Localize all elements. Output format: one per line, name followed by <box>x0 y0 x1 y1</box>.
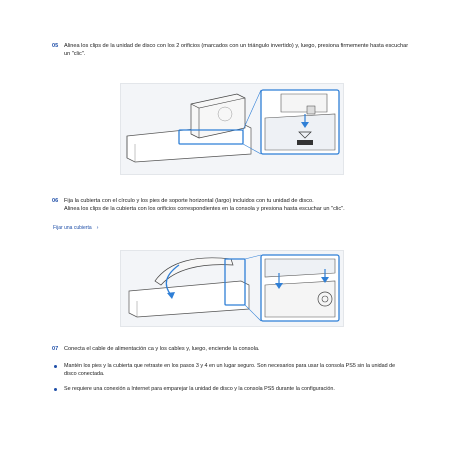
step-text: Conecta el cable de alimentación ca y los cables y, luego, enciende la consola. <box>64 346 260 352</box>
illustration-attach-disc-drive <box>120 83 344 175</box>
chevron-right-icon: › <box>96 225 99 231</box>
attach-cover-link-label: Fijar una cubierta <box>53 225 92 231</box>
step-text: Alinea los clips de la unidad de disco con los 2 orificios (marcados con un triángulo invertido) y, luego, presiona firmemente hasta escuchar un "clic". <box>64 43 409 58</box>
step-text-line-2: Alinea los clips de la cubierta con los orificios correspondientes en la consola y presiona hasta escuchar un "clic". <box>64 206 345 213</box>
note-bullet <box>54 362 400 378</box>
step-number: 07 <box>52 346 59 352</box>
attach-cover-link[interactable] <box>53 225 98 231</box>
note-text: Mantén los pies y la cubierta que retraste en los pasos 3 y 4 en un lugar seguro. Son necesarios para usar la consola PS5 sin la unidad de disco conectada. <box>64 363 396 378</box>
bullet-dot-icon <box>54 388 57 391</box>
step-number: 05 <box>52 43 59 49</box>
step-text-line-1: Fija la cubierta con el círculo y los pies de soporte horizontal (largo) incluidos con tu unidad de disco. <box>64 198 314 204</box>
bullet-dot-icon <box>54 365 57 368</box>
step-05 <box>52 42 412 59</box>
note-bullet <box>54 385 424 393</box>
note-text: Se requiere una conexión a Internet para emparejar la unidad de disco y la consola PS5 durante la configuración. <box>64 386 335 392</box>
step-number: 06 <box>52 198 59 204</box>
step-06 <box>52 197 412 214</box>
step-07 <box>52 345 412 353</box>
illustration-attach-cover <box>120 250 344 327</box>
